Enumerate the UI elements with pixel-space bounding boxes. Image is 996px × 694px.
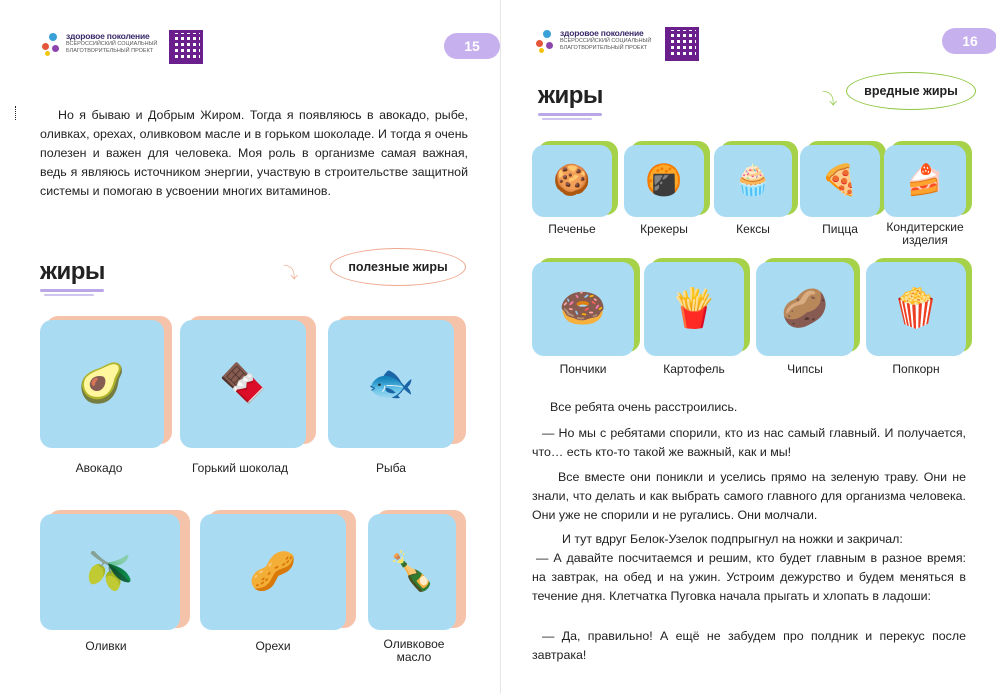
- nuts-icon: 🥜: [249, 551, 297, 593]
- food-caption: Кексы: [736, 222, 770, 236]
- card-front: [368, 514, 456, 630]
- page-number: 16: [942, 28, 996, 54]
- harmful-fats-label: вредные жиры: [846, 72, 976, 110]
- story-paragraph: Все вместе они поникли и уселись прямо на зеленую траву. Они не знали, что делать и как выбрать самого главного для организма человека. Они уже не спорили и не ругались. Они молчали.: [532, 470, 966, 522]
- food-card-pizza: [800, 141, 886, 219]
- heading-underline: [40, 289, 104, 292]
- section-heading: [538, 82, 603, 120]
- olives-icon: 🫒: [86, 551, 134, 593]
- card-front: [532, 262, 634, 356]
- card-front: [328, 320, 454, 448]
- curved-arrow-icon: ⤵: [822, 91, 838, 108]
- avocado-icon: 🥑: [78, 363, 126, 405]
- fries-icon: 🍟: [670, 288, 718, 330]
- food-card-chocolate: [180, 316, 316, 448]
- card-front: [644, 262, 744, 356]
- section-heading-text: жиры: [40, 258, 105, 285]
- heading-underline-2: [44, 294, 94, 296]
- story-paragraph: — А давайте посчитаемся и решим, кто будет главным в разное время: на завтрак, на обед и на ужин. Устроим дежурство и будем меняться в течение дня. Клетчатка Пуговка начала прыгать и хлопать в ладоши:: [532, 551, 966, 603]
- food-card-olive-oil: [368, 510, 466, 630]
- food-caption: Кондитерские изделия: [886, 220, 964, 247]
- logo-title: здоровое поколение: [66, 31, 150, 41]
- cracker-icon: 🍘: [645, 164, 683, 197]
- card-front: [800, 145, 880, 217]
- logo-mark-icon: [40, 31, 62, 57]
- food-card-muffin: [714, 141, 798, 219]
- logo-title: здоровое поколение: [560, 28, 644, 38]
- page-16: [510, 0, 996, 694]
- card-front: [714, 145, 792, 217]
- qr-code[interactable]: [665, 27, 699, 61]
- heading-underline: [538, 113, 602, 116]
- card-front: [200, 514, 346, 630]
- food-card-fish: [328, 316, 466, 448]
- heading-underline-2: [542, 118, 592, 120]
- food-caption: Рыба: [376, 461, 406, 475]
- fish-steak-icon: 🐟: [367, 363, 415, 405]
- food-caption: Оливковое масло: [383, 637, 445, 664]
- popcorn-icon: 🍿: [892, 288, 940, 330]
- food-caption: Оливки: [85, 639, 127, 653]
- food-caption: Орехи: [255, 639, 291, 653]
- food-card-popcorn: [866, 258, 972, 356]
- food-card-donut: [532, 258, 640, 356]
- story-paragraph: — Но мы с ребятами спорили, кто из нас самый главный. И получается, что… есть кто-то такой же важный, как и мы!: [532, 426, 966, 459]
- page-number: 15: [444, 33, 500, 59]
- food-card-avocado: [40, 316, 172, 448]
- food-card-fries: [644, 258, 750, 356]
- food-card-nuts: [200, 510, 356, 630]
- food-caption: Крекеры: [640, 222, 688, 236]
- food-caption: Пицца: [822, 222, 858, 236]
- section-heading: [40, 258, 105, 296]
- food-card-chips: [756, 258, 860, 356]
- card-front: [40, 514, 180, 630]
- card-front: [180, 320, 306, 448]
- food-card-cracker: [624, 141, 710, 219]
- qr-code[interactable]: [169, 30, 203, 64]
- card-front: [40, 320, 164, 448]
- page-gutter: [500, 0, 510, 694]
- logo-mark-icon: [534, 28, 556, 54]
- intro-paragraph: Но я бываю и Добрым Жиром. Тогда я появляюсь в авокадо, рыбе, оливках, орехах, оливковом масле и в горьком шоколаде. И тогда я очень полезен и важен для человека. Моя роль в организме самая важная, ведь я являюсь источником энергии, участвую в строительстве защитной системы и помогаю в усвоении многих витаминов.: [40, 108, 468, 198]
- story-paragraph: Все ребята очень расстроились.: [550, 400, 738, 414]
- project-logo: [534, 28, 652, 54]
- card-front: [532, 145, 612, 217]
- chips-icon: 🥔: [781, 288, 829, 330]
- section-heading-text: жиры: [538, 82, 603, 109]
- food-caption: Попкорн: [892, 362, 940, 376]
- cake-icon: 🍰: [906, 164, 944, 197]
- food-caption: Авокадо: [75, 461, 123, 475]
- card-front: [756, 262, 854, 356]
- card-front: [866, 262, 966, 356]
- olive-oil-icon: 🍾: [388, 551, 436, 593]
- curved-arrow-icon: ⤵: [283, 265, 299, 282]
- food-card-olives: [40, 510, 190, 630]
- muffin-icon: 🧁: [734, 164, 772, 197]
- card-front: [624, 145, 704, 217]
- story-paragraph: — Да, правильно! А ещё не забудем про полдник и перекус после завтрака!: [532, 629, 966, 662]
- food-card-cookie: [532, 141, 618, 219]
- card-front: [884, 145, 966, 217]
- food-caption: Печенье: [548, 222, 596, 236]
- food-caption: Картофель: [663, 362, 725, 376]
- story-paragraph: И тут вдруг Белок-Узелок подпрыгнул на ножки и закричал:: [562, 532, 903, 546]
- pizza-icon: 🍕: [821, 164, 859, 197]
- logo-subtitle: ВСЕРОССИЙСКИЙ СОЦИАЛЬНЫЙ БЛАГОТВОРИТЕЛЬНЫЙ ПРОЕКТ: [66, 41, 158, 54]
- logo-subtitle: ВСЕРОССИЙСКИЙ СОЦИАЛЬНЫЙ БЛАГОТВОРИТЕЛЬНЫЙ ПРОЕКТ: [560, 38, 652, 51]
- project-logo: [40, 31, 158, 57]
- donut-icon: 🍩: [559, 288, 607, 330]
- food-caption: Горький шоколад: [191, 461, 289, 475]
- food-caption: Чипсы: [787, 362, 823, 376]
- healthy-fats-label: полезные жиры: [330, 248, 466, 286]
- chocolate-icon: 🍫: [219, 363, 267, 405]
- food-caption: Пончики: [559, 362, 607, 376]
- margin-marker: [15, 106, 17, 120]
- cookie-icon: 🍪: [553, 164, 591, 197]
- food-card-cake: [884, 141, 972, 219]
